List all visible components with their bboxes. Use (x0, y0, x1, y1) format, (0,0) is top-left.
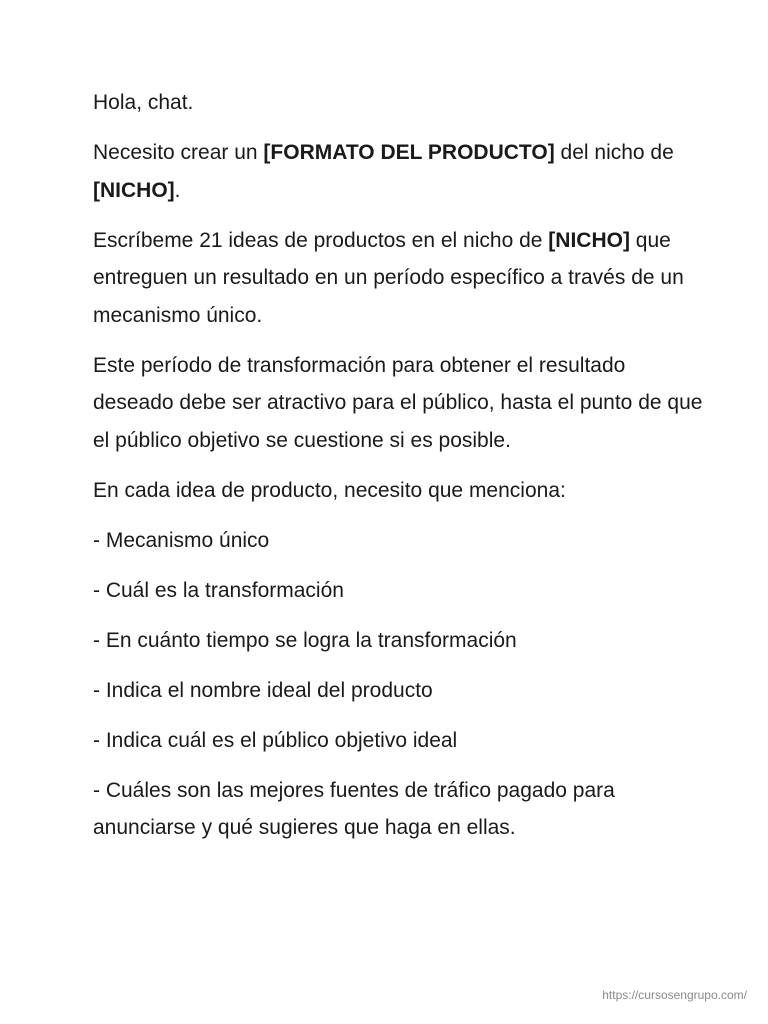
document-body (93, 84, 703, 859)
text-run: que entreguen un resultado en un período específico a través de un mecanismo único. (93, 228, 684, 327)
niche-placeholder: [NICHO] (548, 228, 630, 252)
list-item-target-audience: - Indica cuál es el público objetivo ideal (93, 728, 458, 752)
footer-url-link[interactable]: https://cursosengrupo.com/ (602, 988, 747, 1002)
text-run: Necesito crear un (93, 141, 264, 164)
list-item-transformation: - Cuál es la transformación (93, 578, 344, 602)
transformation-paragraph: Este período de transformación para obtener el resultado deseado debe ser atractivo para el público, hasta el punto de que el público objetivo se cuestione si es posible. (93, 353, 703, 452)
text-run: del nicho de (554, 141, 674, 164)
list-item-unique-mechanism: - Mecanismo único (93, 528, 270, 552)
text-run: . (174, 178, 181, 202)
niche-placeholder: [NICHO] (93, 178, 175, 202)
greeting-paragraph: Hola, chat. (93, 91, 194, 114)
product-format-placeholder: [FORMATO DEL PRODUCTO] (263, 141, 555, 164)
list-item-time: - En cuánto tiempo se logra la transformación (93, 628, 517, 652)
requirements-intro-paragraph: En cada idea de producto, necesito que menciona: (93, 478, 566, 502)
list-item-traffic-sources: - Cuáles son las mejores fuentes de tráfico pagado para anunciarse y qué sugieres que haga en ellas. (93, 778, 615, 839)
text-run: Escríbeme 21 ideas de productos en el nicho de (93, 228, 549, 252)
ideas-request-paragraph (93, 222, 703, 335)
format-request-paragraph (93, 134, 703, 209)
list-item-product-name: - Indica el nombre ideal del producto (93, 678, 433, 702)
